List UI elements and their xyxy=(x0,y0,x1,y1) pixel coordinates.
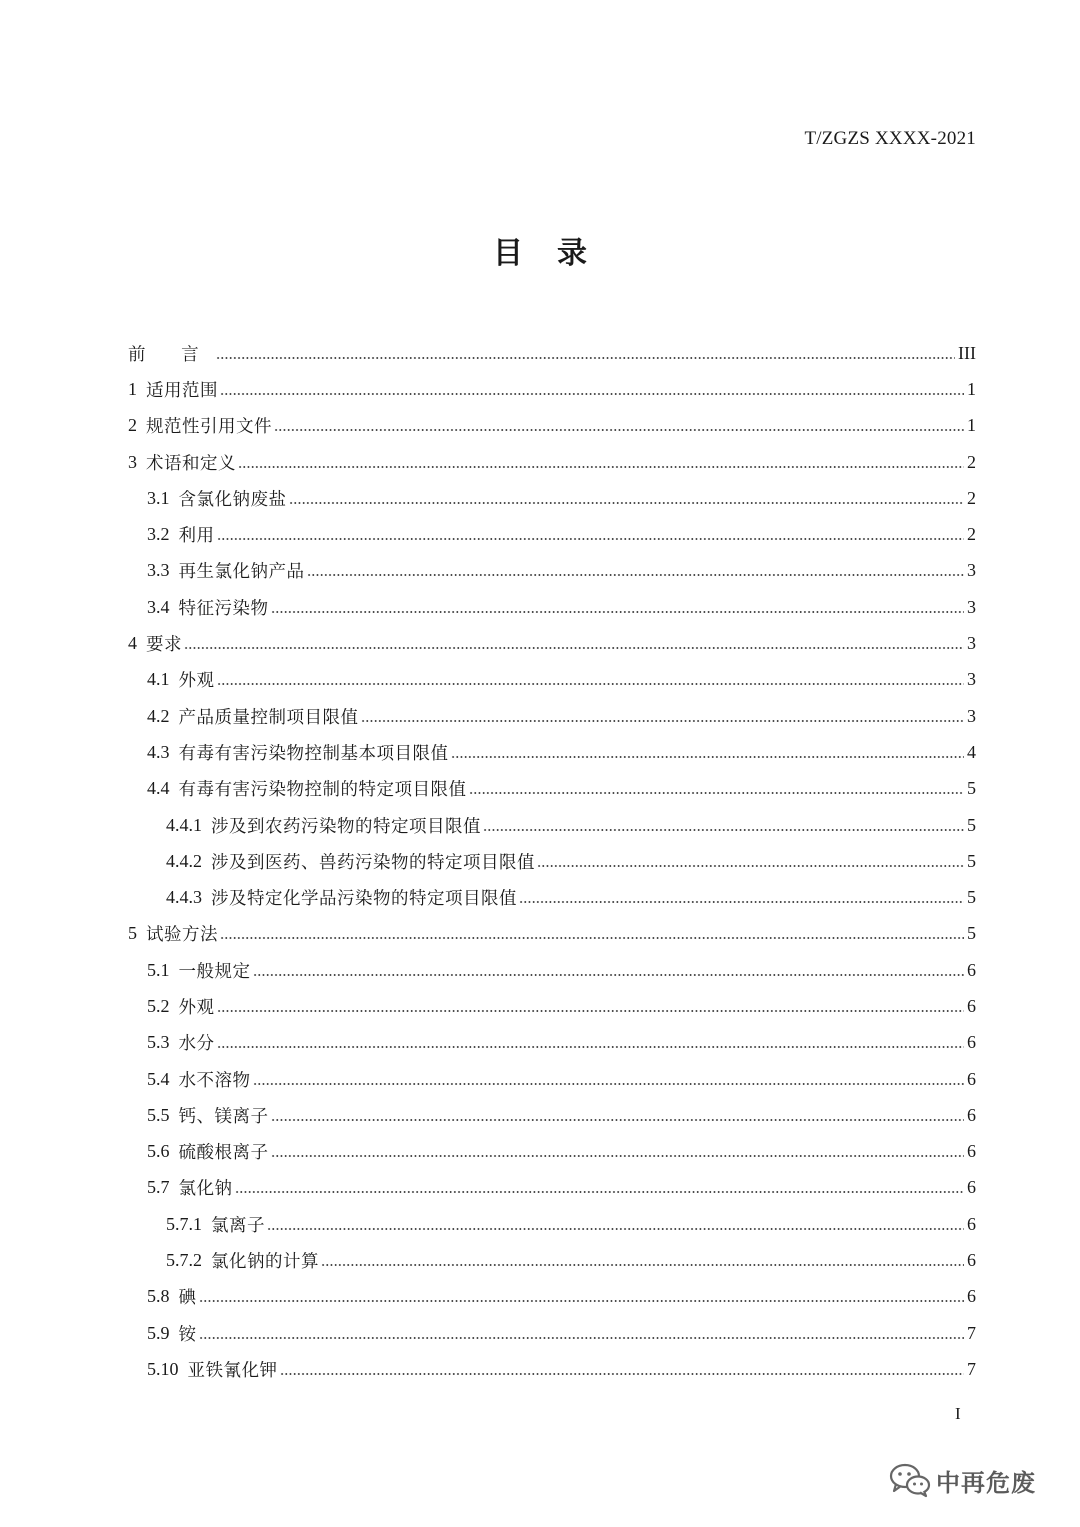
wechat-icon xyxy=(888,1462,932,1498)
page-title xyxy=(0,228,1080,272)
toc-entry-label: 再生氯化钠产品 xyxy=(178,562,305,583)
toc-entry-number: 5.7.1 xyxy=(166,1213,202,1234)
toc-entry-page: 3 xyxy=(967,596,976,617)
toc-entry-page: 4 xyxy=(967,741,976,762)
toc-dot-leader xyxy=(307,573,965,577)
toc-entry-number: 5.8 xyxy=(147,1286,170,1307)
toc-entry-label: 氯化钠 xyxy=(178,1179,233,1200)
toc-entry-label: 涉及特定化学品污染物的特定项目限值 xyxy=(211,889,517,910)
toc-entry-number: 5.9 xyxy=(147,1322,170,1343)
toc-entry-number: 4.4 xyxy=(147,778,170,799)
toc-dot-leader xyxy=(451,755,965,759)
toc-dot-leader xyxy=(271,1118,965,1122)
toc-entry-page: 2 xyxy=(967,524,976,545)
toc-entry-page: 5 xyxy=(967,887,976,908)
toc-entry[interactable] xyxy=(128,1134,976,1170)
toc-entry-number: 4.3 xyxy=(147,741,170,762)
toc-entry-page: 7 xyxy=(967,1358,976,1379)
toc-entry[interactable] xyxy=(128,698,976,734)
toc-entry-number: 4.1 xyxy=(147,669,170,690)
toc-entry-label: 要求 xyxy=(146,635,182,656)
toc-entry-number: 5.1 xyxy=(147,959,170,980)
toc-entry-page: III xyxy=(958,342,976,363)
toc-entry-label: 外观 xyxy=(178,997,215,1018)
toc-entry[interactable] xyxy=(128,335,976,371)
page-number: I xyxy=(955,1404,961,1423)
toc-entry-label: 产品质量控制项目限值 xyxy=(178,707,359,728)
toc-entry-number: 4.4.1 xyxy=(166,814,202,835)
toc-entry-number: 5.2 xyxy=(147,995,170,1016)
toc-entry-number: 3.3 xyxy=(147,560,170,581)
page-title-char-1: 目 xyxy=(493,236,523,271)
toc-dot-leader xyxy=(253,973,965,977)
toc-entry-page: 6 xyxy=(967,1032,976,1053)
toc-entry-label: 氯离子 xyxy=(211,1215,265,1236)
toc-entry-label: 有毒有害污染物控制基本项目限值 xyxy=(178,743,449,764)
toc-entry-page: 6 xyxy=(967,1068,976,1089)
toc-dot-leader xyxy=(217,1009,965,1013)
toc-entry-page: 5 xyxy=(967,923,976,944)
toc-entry-label: 前 言 xyxy=(128,344,214,365)
toc-entry-page: 6 xyxy=(967,959,976,980)
toc-entry[interactable] xyxy=(128,1242,976,1278)
toc-entry-label: 亚铁氰化钾 xyxy=(187,1360,278,1381)
toc-entry-label: 碘 xyxy=(178,1288,197,1309)
toc-entry[interactable] xyxy=(128,589,976,625)
toc-entry[interactable] xyxy=(128,553,976,589)
toc-dot-leader xyxy=(274,428,964,432)
toc-entry[interactable] xyxy=(128,408,976,444)
toc-entry[interactable] xyxy=(128,1061,976,1097)
toc-entry[interactable] xyxy=(128,1279,976,1315)
toc-entry-number: 3.4 xyxy=(147,596,170,617)
toc-entry-number: 5 xyxy=(128,923,137,944)
toc-dot-leader xyxy=(469,791,965,795)
toc-entry-page: 6 xyxy=(967,1286,976,1307)
toc-dot-leader xyxy=(184,646,964,650)
toc-dot-leader xyxy=(199,1299,965,1303)
toc-entry[interactable] xyxy=(128,771,976,807)
toc-entry-number: 3.1 xyxy=(147,487,170,508)
toc-entry[interactable] xyxy=(128,662,976,698)
toc-dot-leader xyxy=(216,356,955,360)
toc-entry-label: 外观 xyxy=(178,671,215,692)
toc-entry-label: 含氯化钠废盐 xyxy=(178,489,287,510)
toc-entry-page: 5 xyxy=(967,778,976,799)
toc-entry-page: 1 xyxy=(967,378,976,399)
toc-dot-leader xyxy=(361,719,965,723)
toc-entry-number: 1 xyxy=(128,378,137,399)
toc-entry-number: 4.2 xyxy=(147,705,170,726)
toc-dot-leader xyxy=(289,501,965,505)
toc-dot-leader xyxy=(235,1190,965,1194)
toc-entry-page: 5 xyxy=(967,814,976,835)
toc-entry-label: 铵 xyxy=(178,1324,197,1345)
toc-dot-leader xyxy=(217,682,965,686)
toc-entry-label: 术语和定义 xyxy=(146,453,236,474)
toc-entry[interactable] xyxy=(128,734,976,770)
page-title-char-2: 录 xyxy=(557,236,587,271)
toc-entry-number: 5.3 xyxy=(147,1032,170,1053)
toc-entry-label: 涉及到医药、兽药污染物的特定项目限值 xyxy=(211,852,535,873)
toc-dot-leader xyxy=(519,900,964,904)
toc-entry-number: 4.4.2 xyxy=(166,850,202,871)
table-of-contents xyxy=(128,335,976,1388)
toc-entry-page: 5 xyxy=(967,850,976,871)
toc-entry-page: 6 xyxy=(967,1104,976,1125)
toc-entry[interactable] xyxy=(128,807,976,843)
toc-entry[interactable] xyxy=(128,1315,976,1351)
toc-dot-leader xyxy=(271,1154,965,1158)
toc-entry-page: 3 xyxy=(967,560,976,581)
toc-entry[interactable] xyxy=(128,1170,976,1206)
toc-dot-leader xyxy=(199,1336,965,1340)
watermark xyxy=(888,1462,1036,1498)
toc-dot-leader xyxy=(267,1227,964,1231)
toc-dot-leader xyxy=(253,1082,965,1086)
toc-entry-page: 3 xyxy=(967,705,976,726)
toc-entry-number: 2 xyxy=(128,415,137,436)
toc-dot-leader xyxy=(537,864,964,868)
toc-entry-page: 6 xyxy=(967,1141,976,1162)
toc-entry-number: 3.2 xyxy=(147,524,170,545)
watermark-text: 中再危废 xyxy=(936,1468,1036,1497)
toc-entry[interactable] xyxy=(128,371,976,407)
toc-entry-page: 6 xyxy=(967,995,976,1016)
toc-entry-label: 有毒有害污染物控制的特定项目限值 xyxy=(178,780,467,801)
toc-dot-leader xyxy=(280,1372,965,1376)
toc-entry[interactable] xyxy=(128,952,976,988)
toc-entry-label: 涉及到农药污染物的特定项目限值 xyxy=(211,816,481,837)
toc-entry[interactable] xyxy=(128,480,976,516)
toc-entry[interactable] xyxy=(128,625,976,661)
toc-entry[interactable] xyxy=(128,1351,976,1387)
toc-entry[interactable] xyxy=(128,988,976,1024)
toc-entry-label: 试验方法 xyxy=(146,925,218,946)
toc-entry-label: 水不溶物 xyxy=(178,1070,251,1091)
standard-code: T/ZGZS XXXX-2021 xyxy=(804,128,976,149)
toc-entry-label: 水分 xyxy=(178,1034,215,1055)
toc-entry-number: 4.4.3 xyxy=(166,887,202,908)
toc-dot-leader xyxy=(220,936,964,940)
toc-entry-page: 6 xyxy=(967,1250,976,1271)
toc-entry-number: 5.5 xyxy=(147,1104,170,1125)
toc-entry-number: 5.6 xyxy=(147,1141,170,1162)
toc-entry-label: 硫酸根离子 xyxy=(178,1143,269,1164)
toc-entry-page: 2 xyxy=(967,451,976,472)
toc-dot-leader xyxy=(483,828,964,832)
toc-entry[interactable] xyxy=(128,1097,976,1133)
toc-entry-page: 3 xyxy=(967,633,976,654)
toc-entry-page: 6 xyxy=(967,1177,976,1198)
toc-entry-number: 5.4 xyxy=(147,1068,170,1089)
toc-entry[interactable] xyxy=(128,516,976,552)
toc-entry-number: 5.7 xyxy=(147,1177,170,1198)
toc-entry-label: 利用 xyxy=(178,526,215,547)
toc-entry-page: 6 xyxy=(967,1213,976,1234)
toc-dot-leader xyxy=(271,610,965,614)
toc-dot-leader xyxy=(220,392,964,396)
toc-entry-page: 2 xyxy=(967,487,976,508)
toc-entry-number: 5.10 xyxy=(147,1358,179,1379)
toc-entry-number: 4 xyxy=(128,633,137,654)
toc-entry-label: 一般规定 xyxy=(178,961,251,982)
toc-entry-label: 特征污染物 xyxy=(178,598,269,619)
toc-entry[interactable] xyxy=(128,444,976,480)
toc-dot-leader xyxy=(217,1045,965,1049)
toc-entry-page: 1 xyxy=(967,415,976,436)
toc-entry[interactable] xyxy=(128,1025,976,1061)
toc-entry-number: 3 xyxy=(128,451,137,472)
toc-entry-label: 适用范围 xyxy=(146,380,218,401)
toc-entry[interactable] xyxy=(128,843,976,879)
toc-dot-leader xyxy=(238,465,964,469)
toc-entry[interactable] xyxy=(128,1206,976,1242)
toc-entry-page: 3 xyxy=(967,669,976,690)
toc-entry[interactable] xyxy=(128,879,976,915)
toc-entry-page: 7 xyxy=(967,1322,976,1343)
toc-dot-leader xyxy=(217,537,965,541)
toc-entry[interactable] xyxy=(128,916,976,952)
toc-dot-leader xyxy=(321,1263,964,1267)
toc-entry-label: 氯化钠的计算 xyxy=(211,1252,319,1273)
toc-entry-number: 5.7.2 xyxy=(166,1250,202,1271)
toc-entry-label: 钙、镁离子 xyxy=(178,1106,269,1127)
toc-entry-label: 规范性引用文件 xyxy=(146,417,272,438)
